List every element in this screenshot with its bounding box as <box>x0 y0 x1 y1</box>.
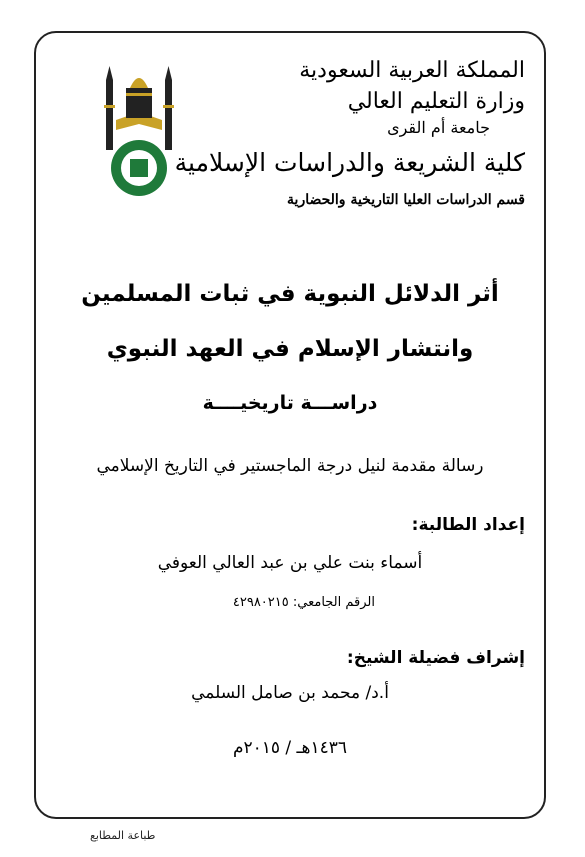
header-college: كلية الشريعة والدراسات الإسلامية <box>174 148 525 177</box>
university-logo <box>100 60 178 200</box>
header-ministry: وزارة التعليم العالي <box>347 89 525 114</box>
header-department: قسم الدراسات العليا التاريخية والحضارية <box>287 192 525 208</box>
thesis-subtitle: دراســـة تاريخيــــة <box>202 392 378 414</box>
header-kingdom: المملكة العربية السعودية <box>299 58 525 83</box>
submission-date: ١٤٣٦هـ / ٢٠١٥م <box>232 738 348 758</box>
student-name: أسماء بنت علي بن عبد العالي العوفي <box>157 553 423 573</box>
supervisor-name: أ.د/ محمد بن صامل السلمي <box>191 683 389 703</box>
student-label: إعداد الطالبة: <box>411 515 525 535</box>
student-id: الرقم الجامعي: ٤٢٩٨٠٢١٥ <box>232 595 375 610</box>
thesis-title-line2: وانتشار الإسلام في العهد النبوي <box>106 336 474 362</box>
thesis-title-line1: أثر الدلائل النبوية في ثبات المسلمين <box>81 281 499 307</box>
thesis-purpose: رسالة مقدمة لنيل درجة الماجستير في التاريخ الإسلامي <box>96 456 484 476</box>
printer-mark: طباعة المطابع <box>90 829 156 842</box>
header-university: جامعة أم القرى <box>387 118 490 137</box>
supervisor-label: إشراف فضيلة الشيخ: <box>346 648 525 668</box>
